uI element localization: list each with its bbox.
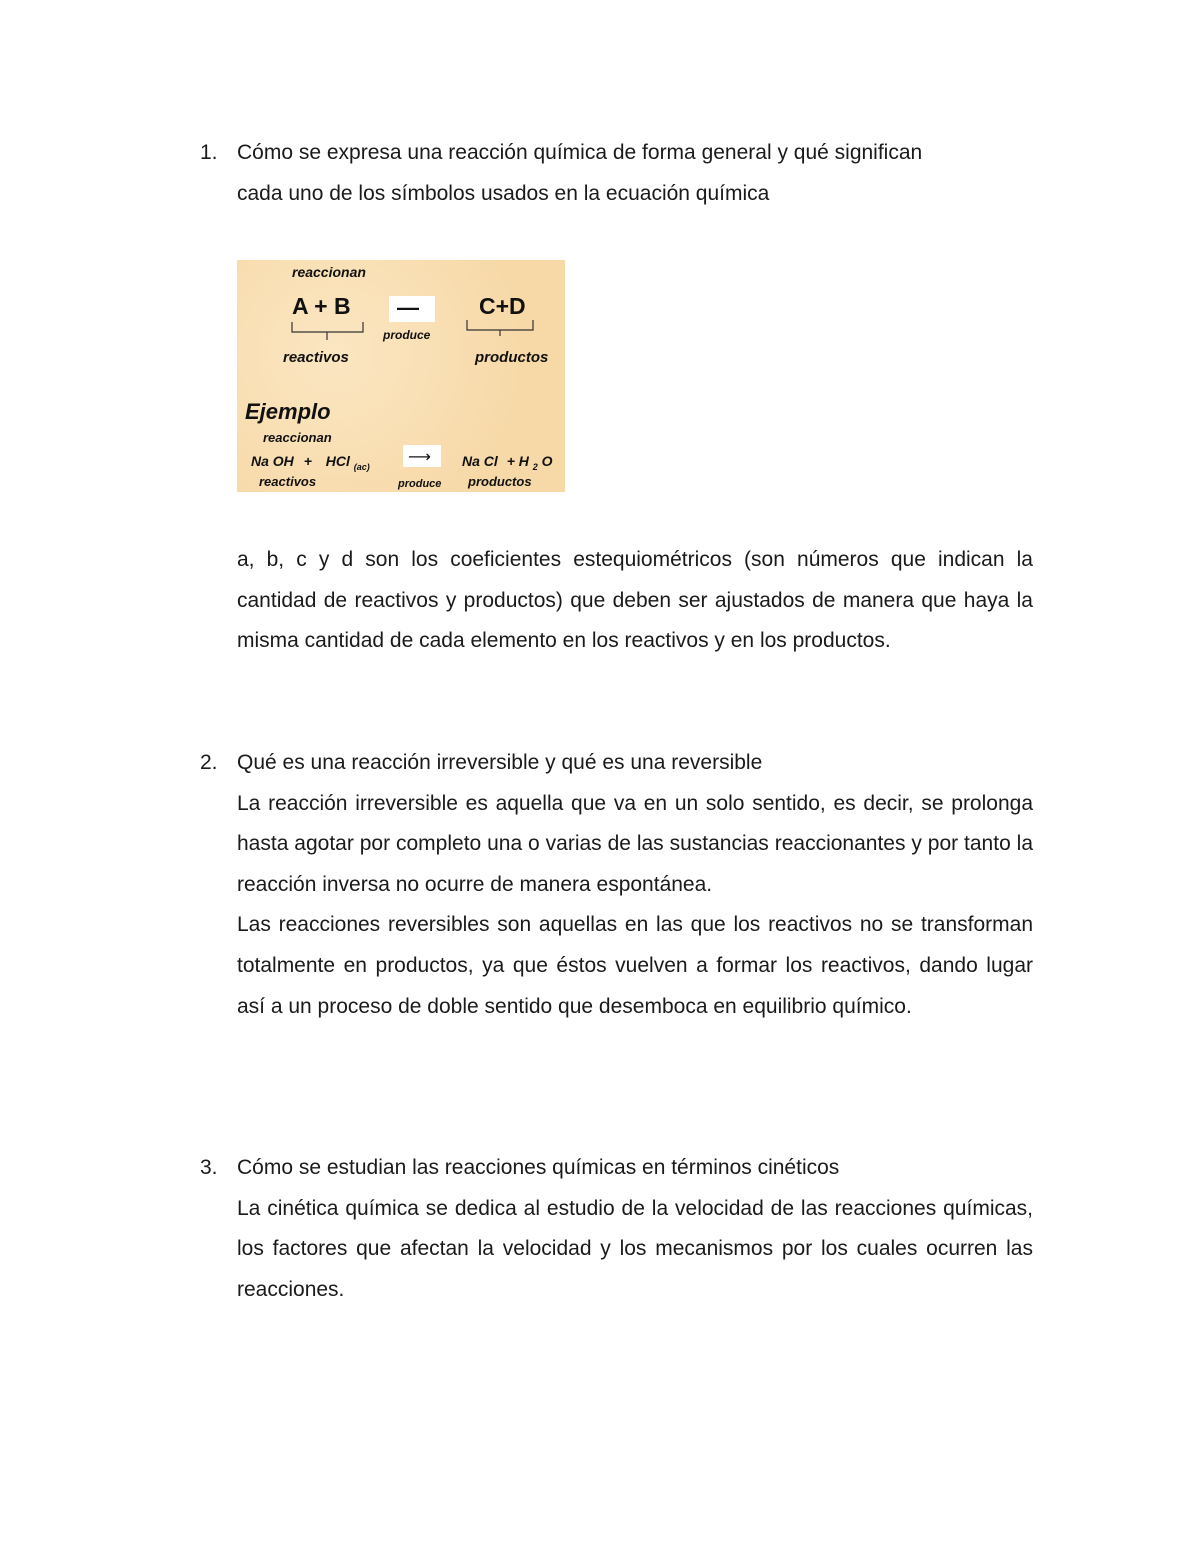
example-equation-rhs	[462, 453, 553, 473]
answer-1	[237, 540, 1033, 662]
example-plus-1: +	[303, 453, 312, 469]
example-naoh: Na OH	[251, 453, 294, 469]
question-2-text: Qué es una reacción irreversible y qué es una reversible	[237, 751, 763, 774]
reactants-bracket	[292, 322, 363, 340]
list-number-1: 1.	[200, 141, 218, 164]
label-produce-top: produce	[383, 328, 431, 342]
general-arrow: —	[397, 295, 419, 320]
example-hcl: HCl	[325, 453, 350, 469]
example-equation-lhs	[251, 453, 370, 472]
question-3	[237, 1148, 1033, 1310]
example-h2-subscript: 2	[532, 462, 538, 472]
label-ejemplo: Ejemplo	[245, 399, 331, 424]
example-o: O	[541, 453, 553, 469]
answer-2-paragraph-2: Las reacciones reversibles son aquellas en las que los reactivos no se transforman totalmente en productos, ya que éstos vuelven a formar los reactivos, dando lugar así a un proceso de doble sentido que desemboca en equilibrio químico.	[237, 913, 1033, 1018]
products-bracket	[467, 320, 533, 336]
example-nacl: Na Cl	[462, 453, 498, 469]
label-reaccionan-bottom: reaccionan	[263, 430, 332, 445]
answer-3-text: La cinética química se dedica al estudio de la velocidad de las reacciones químicas, los factores que afectan la velocidad y los mecanismos por los cuales ocurren las reacciones.	[237, 1196, 1033, 1301]
general-products: C+D	[479, 293, 526, 319]
question-1-line-1: Cómo se expresa una reacción química de forma general y qué significan	[237, 141, 923, 164]
example-plus-h: + H	[506, 453, 529, 469]
reaction-scheme-svg	[237, 260, 565, 492]
general-reactants: A + B	[292, 293, 351, 319]
answer-2-paragraph-1: La reacción irreversible es aquella que va en un solo sentido, es decir, se prolonga hasta agotar por completo una o varias de las sustancias reaccionantes y por tanto la reacción inversa no ocurre de manera espontánea.	[237, 791, 1033, 896]
example-arrow: ⟶	[408, 449, 431, 466]
label-productos-top: productos	[475, 349, 549, 366]
label-reactivos-bottom: reactivos	[259, 474, 317, 489]
question-1	[237, 133, 1033, 214]
label-reactivos-top: reactivos	[283, 349, 349, 366]
reaction-scheme-image	[237, 260, 565, 492]
label-productos-bottom: productos	[468, 474, 532, 489]
example-hcl-subscript: (ac)	[353, 462, 370, 472]
question-1-line-2: cada uno de los símbolos usados en la ecuación química	[237, 181, 770, 205]
question-3-text: Cómo se estudian las reacciones químicas en términos cinéticos	[237, 1156, 840, 1179]
label-reaccionan-top: reaccionan	[292, 264, 366, 280]
question-2	[237, 743, 1033, 1027]
list-number-3: 3.	[200, 1156, 218, 1179]
list-number-2: 2.	[200, 751, 218, 774]
answer-1-text: a, b, c y d son los coeficientes estequiométricos (son números que indican la cantidad de reactivos y productos) que deben ser ajustados de manera que haya la misma cantidad de cada elemento en los reactivos y en los productos.	[237, 548, 1033, 653]
label-produce-bottom: produce	[398, 478, 442, 490]
